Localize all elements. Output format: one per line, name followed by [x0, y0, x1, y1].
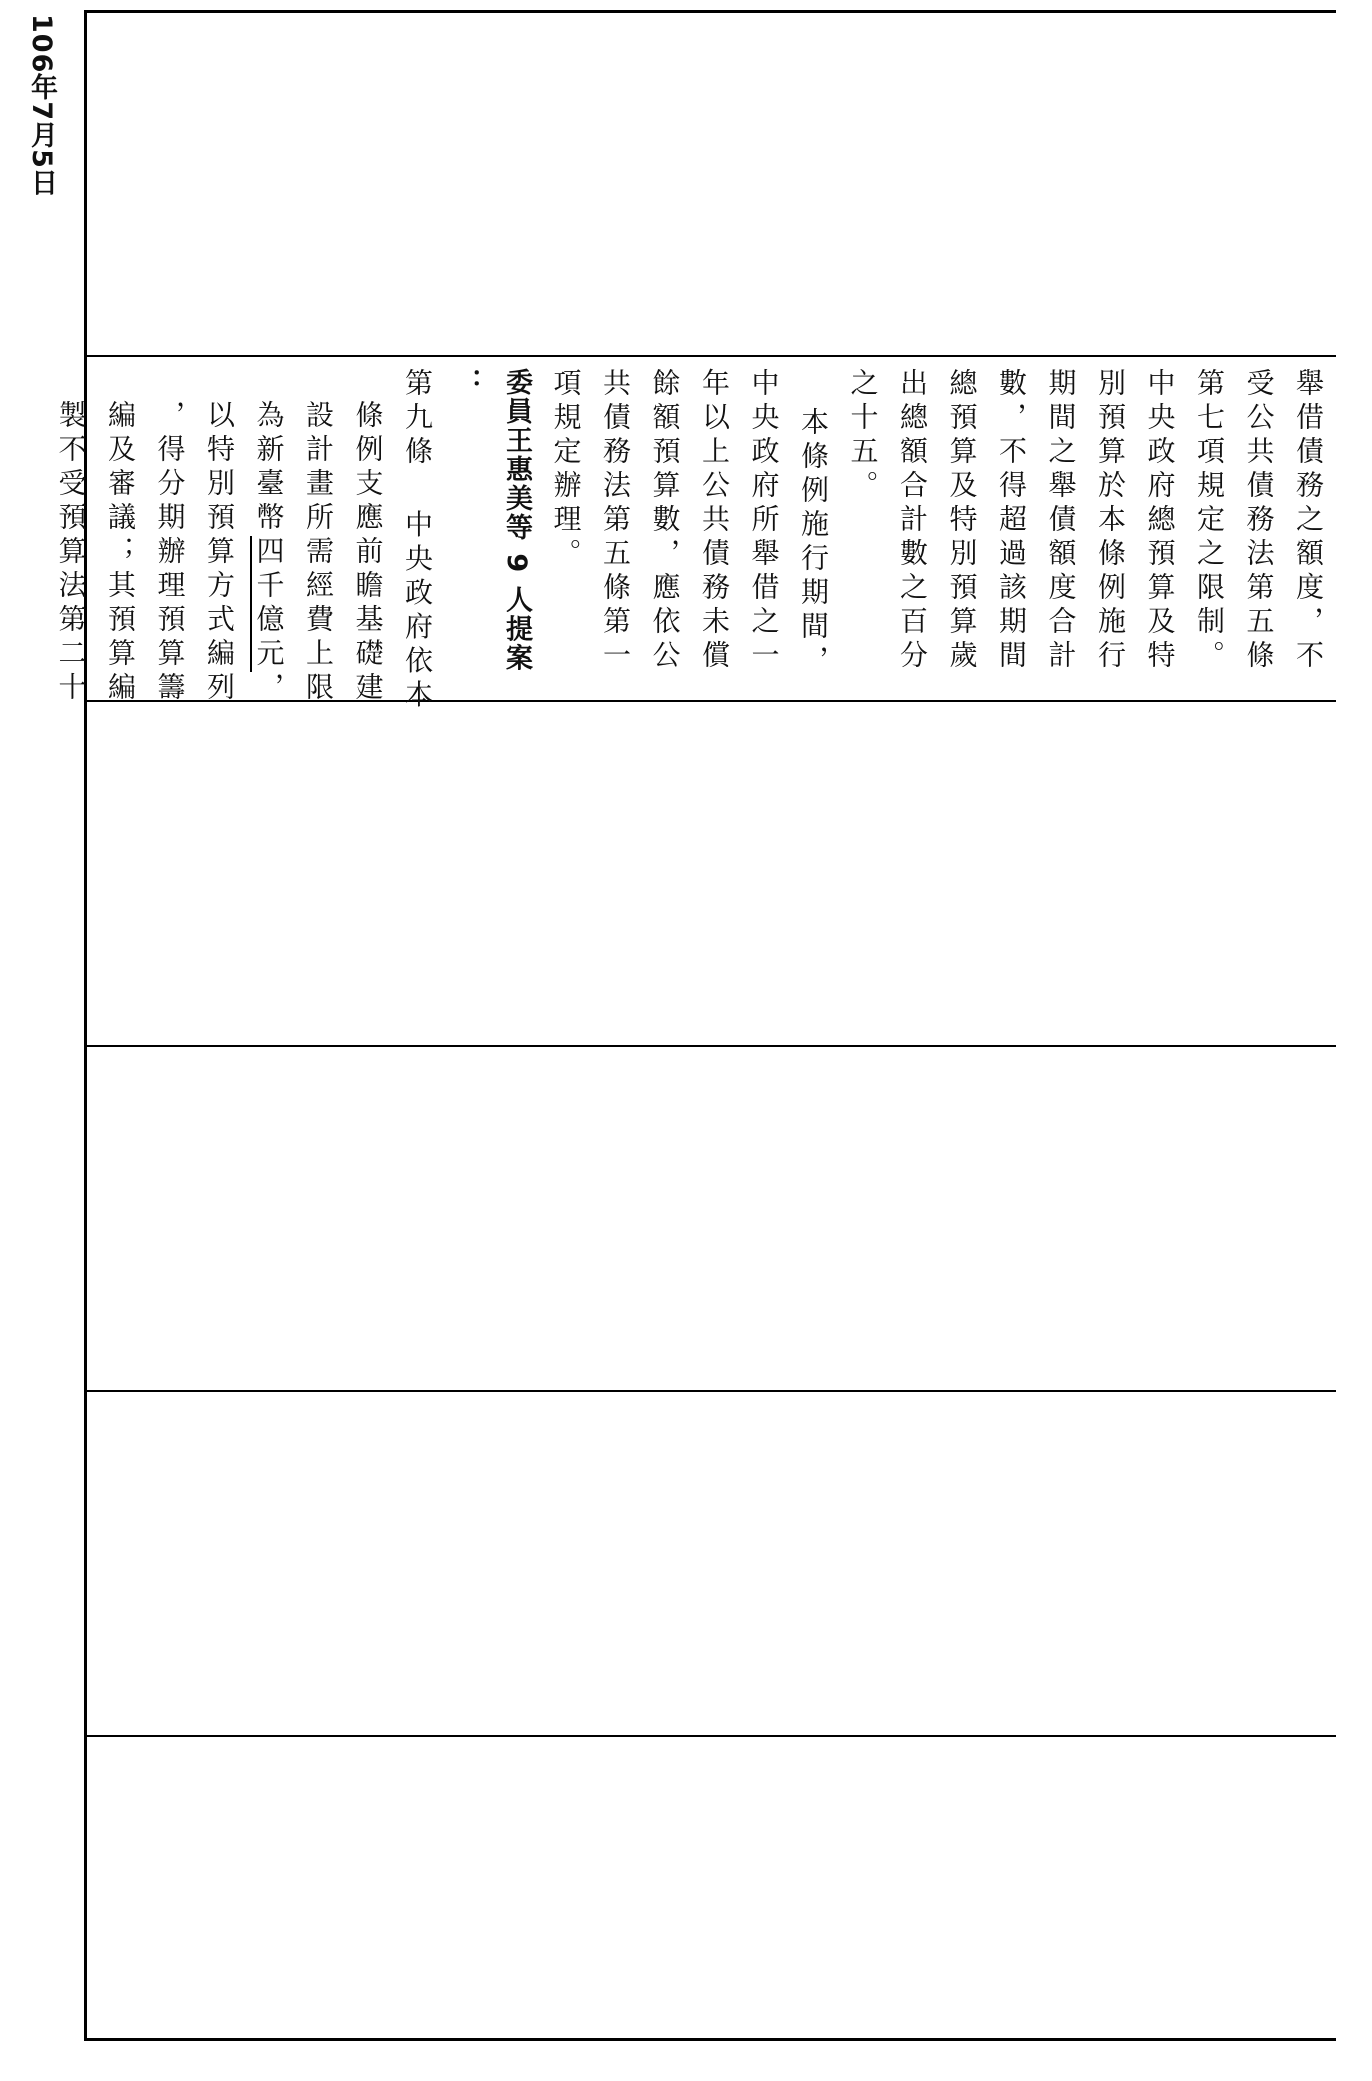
- table-top-border: [84, 10, 1336, 13]
- text-fragment: 為新臺幣: [252, 400, 286, 537]
- text-line: 第七項規定之限制。: [1193, 368, 1226, 674]
- row-divider-4: [84, 1390, 1336, 1392]
- text-line: 舉借債務之額度，不: [1292, 368, 1325, 674]
- text-line: 以特別預算方式編列: [203, 400, 236, 707]
- text-line: 製不受預算法第二十: [54, 400, 88, 707]
- article-9-first-line: [393, 368, 443, 714]
- article-text: 中央政府依本: [401, 509, 434, 714]
- text-line: 本條例施行期間，: [797, 407, 830, 680]
- text-line: 條例支應前瞻基礎建: [351, 400, 385, 707]
- article-number: 第九條: [401, 368, 434, 470]
- text-line: ，得分期辦理預算籌: [153, 400, 187, 707]
- row-divider-5: [84, 1735, 1336, 1737]
- article-9-underlined-line: [244, 368, 294, 707]
- proposal-heading: 委員王惠美等 9 人提案: [501, 368, 532, 673]
- text-line: 中央政府總預算及特: [1143, 368, 1177, 674]
- proposal-heading-colon: ：: [451, 368, 483, 397]
- text-line: 項規定辦理。: [549, 368, 583, 572]
- text-line: 受公共債務法第五條: [1242, 368, 1276, 674]
- text-fragment: ，: [252, 672, 286, 707]
- proposal-text-column: [54, 368, 1333, 714]
- text-line: 期間之舉債額度合計: [1044, 368, 1078, 674]
- text-line: 餘額預算數，應依公: [648, 368, 682, 674]
- text-line: 年以上公共債務未償: [698, 368, 731, 674]
- table-bottom-border: [84, 2038, 1336, 2041]
- text-line: 共債務法第五條第一: [599, 368, 632, 674]
- row-divider-1: [84, 355, 1336, 357]
- text-line: 出總額合計數之百分: [896, 368, 929, 674]
- text-line: 總預算及特別預算歲: [945, 368, 979, 674]
- text-line: 數，不得超過該期間: [995, 368, 1028, 674]
- text-line: 之十五。: [846, 368, 880, 504]
- row-divider-3: [84, 1045, 1336, 1047]
- underlined-amount: 四千億元: [250, 536, 286, 672]
- text-line: 中央政府所舉借之一: [747, 368, 781, 674]
- date-stamp: 106年7月5日: [26, 14, 57, 197]
- text-line: 別預算於本條例施行: [1094, 368, 1127, 674]
- text-line: 設計畫所需經費上限: [302, 400, 335, 707]
- text-line: 編及審議；其預算編: [104, 400, 137, 707]
